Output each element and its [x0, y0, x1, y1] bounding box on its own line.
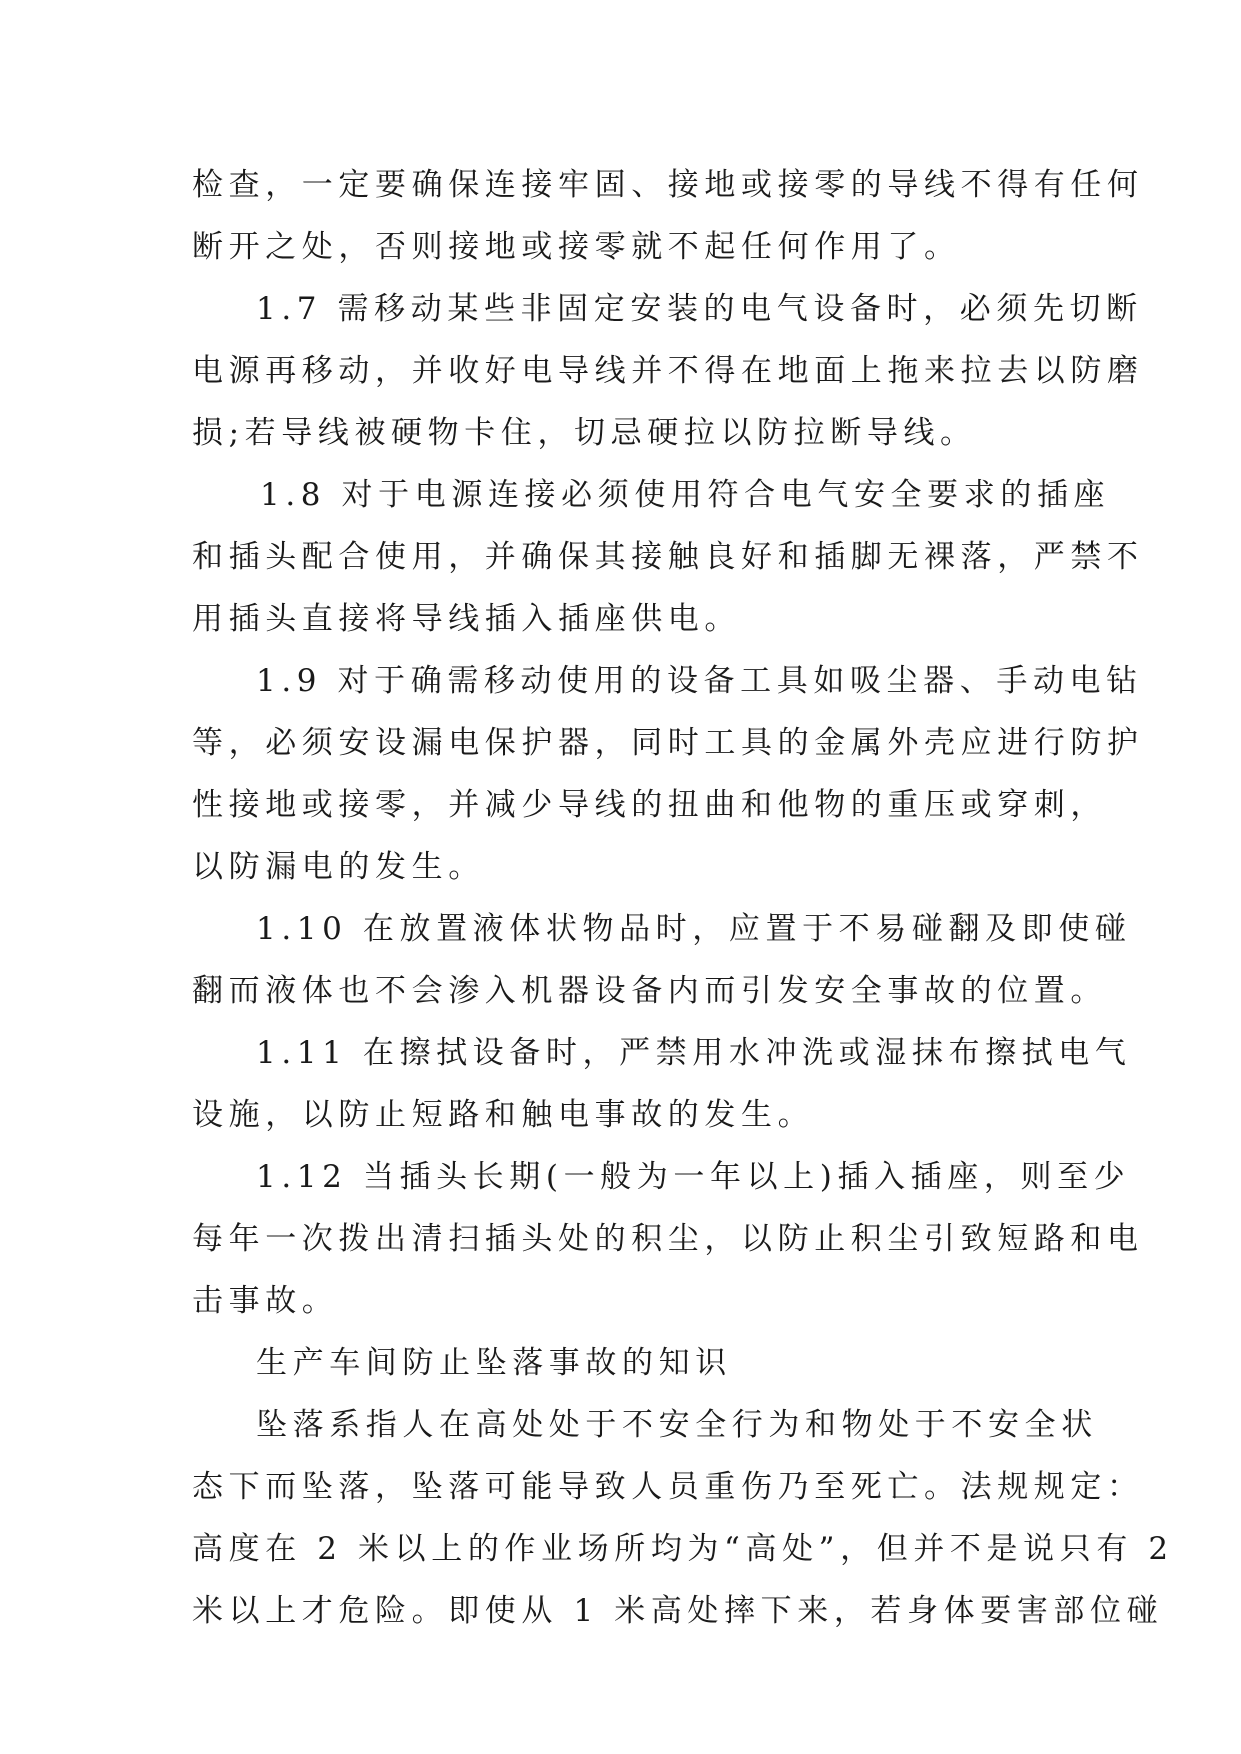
text-line: 坠落系指人在高处处于不安全行为和物处于不安全状	[256, 1407, 1098, 1443]
text-line: 损;若导线被硬物卡住，切忌硬拉以防拉断导线。	[192, 415, 977, 451]
text-line: 断开之处，否则接地或接零就不起任何作用了。	[192, 229, 961, 265]
text-line: 高度在 2 米以上的作业场所均为“高处”，但并不是说只有 2	[192, 1531, 1174, 1567]
text-line: 性接地或接零，并减少导线的扭曲和他物的重压或穿刺，	[192, 787, 1107, 823]
text-line: 设施，以防止短路和触电事故的发生。	[192, 1097, 815, 1133]
text-line: 1.10 在放置液体状物品时，应置于不易碰翻及即使碰	[256, 911, 1132, 947]
text-line: 翻而液体也不会渗入机器设备内而引发安全事故的位置。	[192, 973, 1107, 1009]
text-line: 等，必须安设漏电保护器，同时工具的金属外壳应进行防护	[192, 725, 1144, 761]
text-line: 用插头直接将导线插入插座供电。	[192, 601, 741, 637]
text-line: 以防漏电的发生。	[192, 849, 485, 885]
text-line: 1.11 在擦拭设备时，严禁用水冲洗或湿抹布擦拭电气	[256, 1035, 1132, 1071]
text-line: 1.8 对于电源连接必须使用符合电气安全要求的插座	[260, 477, 1111, 513]
text-line: 1.9 对于确需移动使用的设备工具如吸尘器、手动电钻	[256, 663, 1143, 699]
text-line: 每年一次拨出清扫插头处的积尘，以防止积尘引致短路和电	[192, 1221, 1144, 1257]
text-line: 态下而坠落，坠落可能导致人员重伤乃至死亡。法规规定：	[192, 1469, 1144, 1505]
text-line: 1.12 当插头长期(一般为一年以上)插入插座，则至少	[256, 1159, 1131, 1195]
text-line: 米以上才危险。即使从 1 米高处摔下来，若身体要害部位碰	[192, 1593, 1164, 1629]
section-heading: 生产车间防止坠落事故的知识	[256, 1345, 732, 1381]
text-line: 击事故。	[192, 1283, 339, 1319]
text-line: 和插头配合使用，并确保其接触良好和插脚无裸落，严禁不	[192, 539, 1144, 575]
text-line: 电源再移动，并收好电导线并不得在地面上拖来拉去以防磨	[192, 353, 1144, 389]
document-body	[192, 154, 1174, 1642]
text-line: 1.7 需移动某些非固定安装的电气设备时，必须先切断	[256, 291, 1143, 327]
text-line: 检查，一定要确保连接牢固、接地或接零的导线不得有任何	[192, 167, 1144, 203]
